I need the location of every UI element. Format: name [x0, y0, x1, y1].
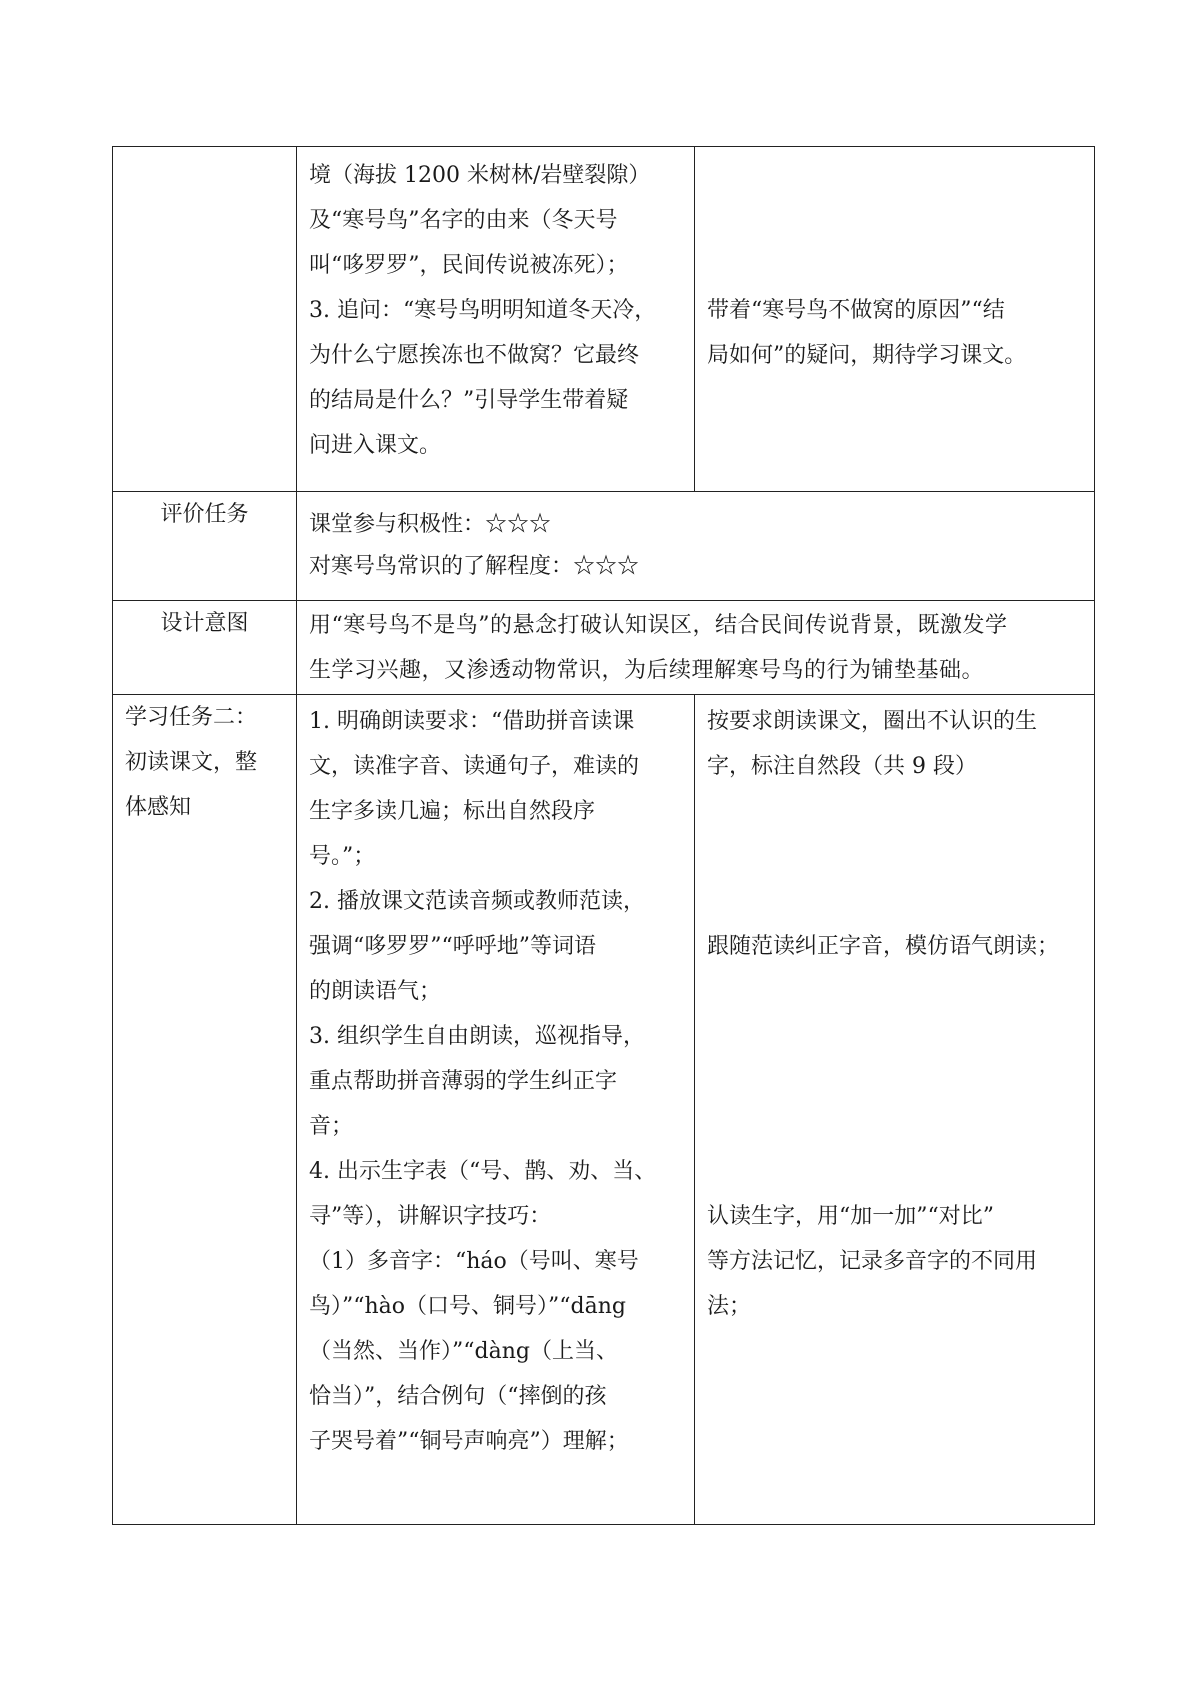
- design-intent-label: 设计意图: [113, 601, 297, 695]
- text-line: 强调“哆罗罗”“呼呼地”等词语: [309, 934, 596, 959]
- text-line: 字，标注自然段（共 9 段）: [707, 754, 977, 779]
- row1-student-activity: [695, 147, 1095, 492]
- text-line: 1. 明确朗读要求：“借助拼音读课: [309, 709, 635, 734]
- row1-teacher-activity: [297, 147, 695, 492]
- task2-student-activity: [695, 695, 1095, 1525]
- text-line: 及“寒号鸟”名字的由来（冬天号: [309, 208, 618, 233]
- text-line: 用“寒号鸟不是鸟”的悬念打破认知误区，结合民间传说背景，既激发学: [309, 612, 1008, 638]
- table-row: [113, 147, 1095, 492]
- text-line: 子哭号着”“铜号声响亮”）理解；: [309, 1429, 629, 1454]
- text-line: （当然、当作）”“dàng（上当、: [309, 1339, 618, 1364]
- text-line: 生字多读几遍；标出自然段序: [309, 799, 596, 824]
- text-line: 恰当）”，结合例句（“摔倒的孩: [309, 1384, 607, 1409]
- text-line: 体感知: [125, 795, 192, 820]
- text-line: 寻”等），讲解识字技巧：: [309, 1204, 552, 1229]
- text-line: 重点帮助拼音薄弱的学生纠正字: [309, 1069, 618, 1094]
- task2-label: [113, 695, 297, 1525]
- text-line: 跟随范读纠正字音，模仿语气朗读；: [707, 934, 1060, 959]
- text-line: 文，读准字音、读通句子，难读的: [309, 754, 640, 779]
- spacer: [707, 969, 1082, 1194]
- text-line: 生学习兴趣，又渗透动物常识，为后续理解寒号鸟的行为铺垫基础。: [309, 657, 985, 683]
- text-line: 问进入课文。: [309, 433, 442, 458]
- table-row: [113, 601, 1095, 695]
- lesson-plan-table: [112, 146, 1095, 1525]
- text-line: 局如何”的疑问，期待学习课文。: [707, 343, 1027, 368]
- task2-teacher-activity: [297, 695, 695, 1525]
- table-row: [113, 492, 1095, 601]
- text-line: 鸟）”“hào（口号、铜号）”“dāng: [309, 1294, 626, 1319]
- evaluation-content: [297, 492, 1095, 601]
- table-row: [113, 695, 1095, 1525]
- text-line: 等方法记忆，记录多音字的不同用: [707, 1249, 1038, 1274]
- text-line: 的朗读语气；: [309, 979, 442, 1004]
- text-line: 的结局是什么？”引导学生带着疑: [309, 388, 629, 413]
- text-line: 4. 出示生字表（“号、鹊、劝、当、: [309, 1159, 657, 1184]
- spacer: [707, 789, 1082, 924]
- text-line: 课堂参与积极性：☆☆☆: [309, 512, 552, 537]
- text-line: 号。”；: [309, 844, 376, 869]
- text-line: 认读生字，用“加一加”“对比”: [707, 1204, 994, 1229]
- text-line: 初读课文，整: [125, 750, 258, 775]
- text-line: 叫“哆罗罗”，民间传说被冻死）；: [309, 253, 629, 278]
- text-line: 带着“寒号鸟不做窝的原因”“结: [707, 298, 1005, 323]
- design-intent-content: [297, 601, 1095, 695]
- text-line: 为什么宁愿挨冻也不做窝？它最终: [309, 343, 640, 368]
- text-line: 法；: [707, 1294, 752, 1319]
- row1-label-cell: [113, 147, 297, 492]
- text-line: （1）多音字：“háo（号叫、寒号: [309, 1249, 639, 1274]
- text-line: 学习任务二：: [125, 705, 258, 730]
- text-line: 境（海拔 1200 米树林/岩壁裂隙）: [309, 163, 651, 188]
- evaluation-label: 评价任务: [113, 492, 297, 601]
- text-line: 3. 追问：“寒号鸟明明知道冬天冷，: [309, 298, 657, 323]
- text-line: 按要求朗读课文，圈出不认识的生: [707, 709, 1038, 734]
- text-line: 对寒号鸟常识的了解程度：☆☆☆: [309, 554, 640, 579]
- text-line: 3. 组织学生自由朗读，巡视指导，: [309, 1024, 645, 1049]
- text-line: 音；: [309, 1114, 354, 1139]
- text-line: 2. 播放课文范读音频或教师范读，: [309, 889, 645, 914]
